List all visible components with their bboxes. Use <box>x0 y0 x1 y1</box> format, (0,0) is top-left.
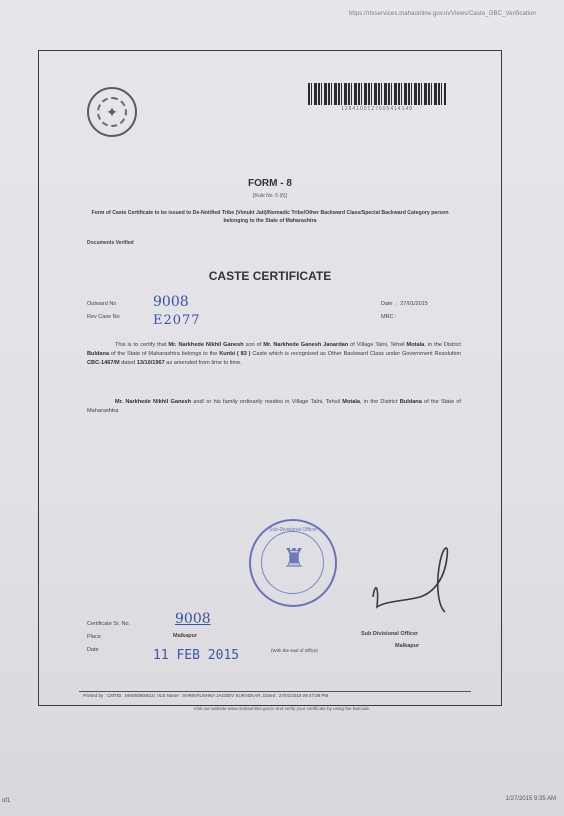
page-count: of1 <box>2 798 11 804</box>
place-value: Malkapur <box>173 633 198 639</box>
place-label: Place <box>87 634 101 640</box>
mrc-label: MRC : <box>381 314 397 320</box>
officer-title: Sub Divisional Officer <box>361 631 419 637</box>
verification-note: Visit our website www.mahaonline.gov.in and verify your certificate by using the barcode. <box>193 706 371 711</box>
form-description: Form of Caste Certificate to be issued to De-Notified Tribe (Vimukt Jati)/Nomadic Tribe/Other Backward Class/Special Backward Category person belonging to the State of Maharashtra <box>91 210 449 224</box>
certificate-title: CASTE CERTIFICATE <box>208 269 332 283</box>
form-title: FORM - 8 <box>248 178 292 189</box>
certificate-body-paragraph-2: Mr. Narkhede Nikhil Ganesh and/ or his family ordinarily resides in Village Talni, Tehsil Motala, in the District Buldana of the State of Maharashtra <box>87 399 461 414</box>
barcode <box>308 83 446 105</box>
barcode-number: 1264100127005414149 <box>341 106 413 112</box>
seal-text: Sub-Divisional Officer <box>269 527 317 533</box>
print-url: https://rtsservices.mahaonline.gov.in/Views/Caste_OBC_Verification <box>348 11 536 17</box>
government-emblem-logo <box>87 87 137 137</box>
date-footer-label: Date <box>87 647 99 653</box>
printed-by-line: Printed by : CMTID : MH050800610, VLE Name : SHRIKRUSHNA JAGDEV SURADKAR, Dated : 27/01/2015 09:47:08 PM <box>83 693 329 698</box>
date-value: 27/01/2015 <box>400 301 428 307</box>
signature <box>365 537 475 627</box>
outward-no-value: 9008 <box>153 294 189 310</box>
certificate-sr-no-label: Certificate Sr. No. <box>87 621 131 627</box>
rev-case-no-value: E2077 <box>153 313 201 328</box>
print-timestamp: 1/27/2015 9:35 AM <box>505 796 556 802</box>
documents-verified: Documents Verified <box>87 240 134 246</box>
certificate-sr-no-value: 9008 <box>175 611 211 627</box>
officer-place: Malkapur <box>395 643 420 649</box>
certificate-body-paragraph-1: This is to certify that Mr. Narkhede Nikhil Ganesh son of Mr. Narkhede Ganesh Janardan of Village Talni, Tehsil Motala, in the District Buldana of the State of Maharashtra belongs to the Kunbi ( 83 ) Caste which is recognised as Other Backward Class under Government Resolution CBC-1467/M dated 13/10/1967 as amended from time to time. <box>87 342 461 366</box>
emblem-icon: ✦ <box>97 97 127 127</box>
date-stamp: 11 FEB 2015 <box>153 648 240 663</box>
date-label: Date : 27/01/2015 <box>381 301 428 307</box>
footer-divider <box>79 691 471 692</box>
rule-number: [Rule No. 5 (6)] <box>253 193 287 199</box>
ashoka-emblem-icon: ♜ <box>282 543 306 573</box>
rev-case-no-label: Rev Case No <box>87 314 120 320</box>
official-seal-stamp <box>249 519 337 607</box>
certificate-frame <box>38 50 502 706</box>
seal-note: (With the seal of Office) <box>271 648 318 653</box>
outward-no-label: Outward No <box>87 301 117 307</box>
